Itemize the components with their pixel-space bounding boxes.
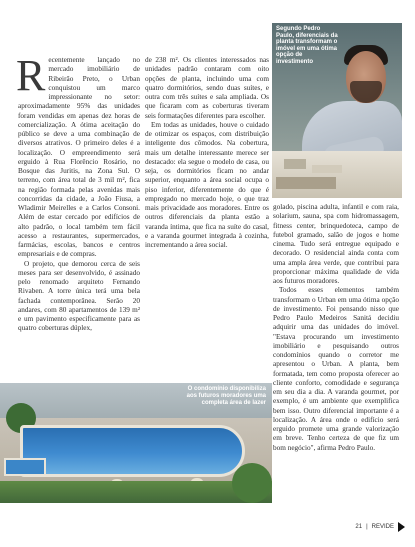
article-paragraph [16,51,140,260]
next-page-arrow-icon[interactable] [398,522,405,532]
article-paragraph: de 238 m². Os clientes interessados nas unidades padrão contaram com oito opções de planta, incluindo uma com quatro dormitórios, sendo duas suítes, e outra com três suítes e sala ampliada. Os que ficaram com as coberturas tiveram seis formatações diferentes para escolher. [145,56,269,120]
article-column-2 [145,56,269,250]
drop-cap: R [16,51,46,100]
article-paragraph: Em todas as unidades, houve o cuidado de otimizar os espaços, com distribuição inteligente dos cômodos. Na cobertura, mais um detalhe interessante merece ser destacado: ela segue o modelo de casa, ou seja, os dormitórios ficam no andar superior, enquanto a área social ocupa o piso inferior, diferentemente do que é empregado no mercado hoje, o que traz mais privacidade aos moradores. Entre os outros diferenciais da planta estão a varanda íntima, que fica na suíte do casal, e a varanda gourmet integrada à cozinha, incrementando a área social. [145,120,269,249]
magazine-name: REVIDE [371,524,394,530]
person-photo-caption: Segundo Pedro Paulo, diferenciais da planta transformam o imóvel em uma ótima opção de investimento [276,26,338,65]
article-paragraph: Todos esses elementos também transformam o Urban em uma ótima opção de investimento. Foi pensando nisso que Pedro Paulo Medeiros Sanitá decidiu adquirir uma das unidades do imóvel. "Estava procurando um investimento imobiliário e pesquisando outros condomínios quando o corretor me apresentou o Urban. A planta, bem formatada, tem como proposta oferecer ao cliente conforto, comodidade e segurança em seu dia a dia. A varanda gourmet, por exemplo, é um ambiente que exemplifica bem isso. Outro diferencial importante é a localização. A área onde o edifício será erguido promete uma grande valorização em breve. Tenho certeza de que fiz um bom negócio", afirma Pedro Paulo. [273,286,399,452]
paragraph-text: ecentemente lançado no mercado imobiliário de Ribeirão Preto, o Urban conquistou um marco impressionante no setor: aproximadamente 95% das unidades foram vendidas em apenas dez horas de comercialização. A ótima aceitação do público se deve a uma combinação de diversos atrativos. O primeiro deles é a localização. O empreendimento será erguido à Rua Florêncio Rosário, no Bosque das Juritis, na Zona Sul. O terreno, com área total de 3 mil m², fica na região formada pelas avenidas mais concorridas da cidade, a João Fiusa, a Wladimir Meirelles e a Carlos Consoni. Além de estar cercado por edifícios de alto padrão, o local também tem fácil acesso a restaurantes, supermercados, farmácias, escolas, bancos e centros empresariais e de compras. [18,56,140,259]
article-paragraph: golado, piscina adulta, infantil e com raia, solarium, sauna, spa com hidromassagem, fitness center, brinquedoteca, campo de futebol gramado, salão de jogos e home cinema. Tudo será entregue equipado e decorado. O residencial ainda conta com uma ampla área verde, que contribui para proporcionar máxima qualidade de vida aos futuros moradores. [273,203,399,285]
footer-separator: | [366,524,368,530]
page-footer [355,522,405,532]
article-column-3 [273,203,399,453]
pool-photo-caption: O condomínio disponibiliza aos futuros moradores uma completa área de lazer [186,386,266,406]
article-paragraph: O projeto, que demorou cerca de seis meses para ser desenvolvido, é assinado pelo renomado arquiteto Fernando Rivaben. A torre única terá uma bela fachada contemporânea. Serão 20 andares, com 80 apartamentos de 139 m² e um pavimento especificamente para as quatro coberturas dúplex, [18,259,140,333]
article-column-1 [16,51,140,334]
page-number: 21 [355,524,363,530]
